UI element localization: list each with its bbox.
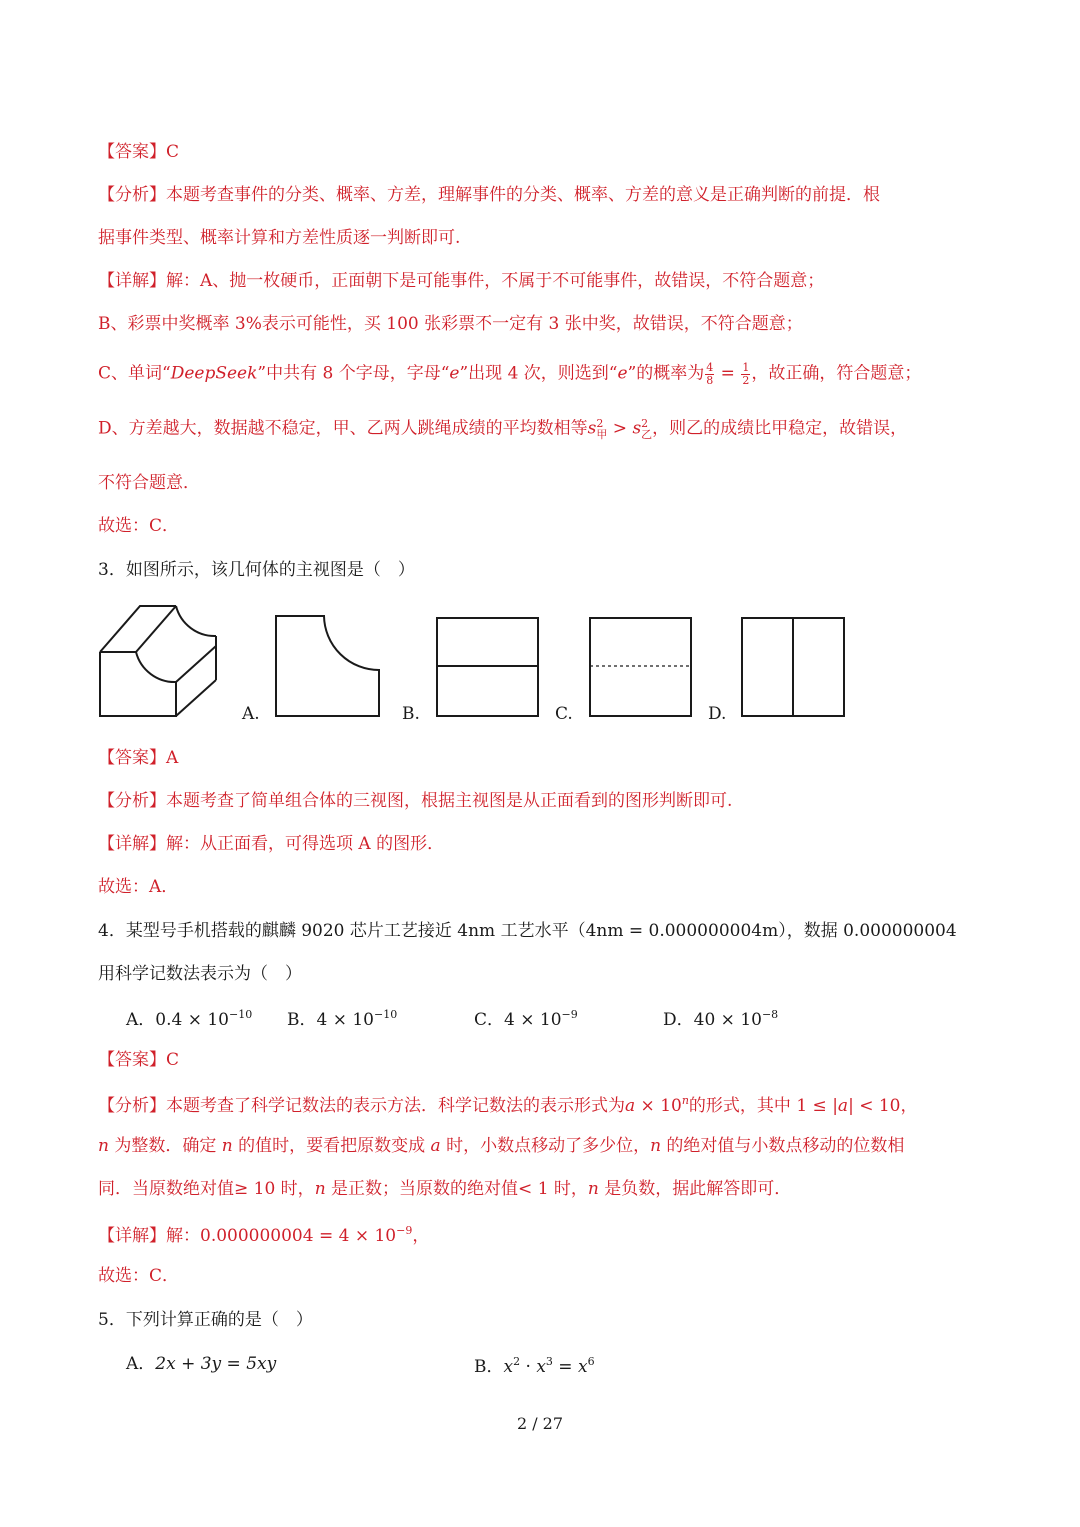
variance-symbol: s [632, 418, 642, 439]
q4-option-a [126, 1009, 252, 1029]
greater-than: > [607, 418, 633, 439]
option-c-figure [590, 618, 691, 716]
q3-answer: 【答案】A [98, 748, 179, 768]
text: D、方差越大，数据越不稳定，甲、乙两人跳绳成绩的平均数相等 [98, 418, 588, 439]
exponent: 3 [545, 1355, 553, 1368]
q3-detail: 【详解】解：从正面看，可得选项 A 的图形． [98, 834, 445, 854]
q4-choose: 故选：C． [98, 1266, 180, 1286]
text: 同．当原数绝对值≥ 10 时， [98, 1179, 315, 1199]
solid-figure [100, 606, 216, 716]
page-number: 2 / 27 [516, 1414, 564, 1433]
variance-index [641, 418, 652, 440]
exponent: 2 [596, 417, 604, 430]
q3-option-b-label: B. [402, 704, 420, 724]
q3-option-d-label: D. [708, 704, 727, 724]
text: B．4 × 10 [287, 1010, 374, 1030]
fraction-1-2 [741, 362, 750, 386]
denominator: 2 [742, 373, 750, 387]
q4-analysis-line2 [98, 1138, 904, 1155]
word-deepseek: DeepSeek [170, 363, 258, 384]
text: C、单词“ [98, 363, 171, 384]
q2-analysis-line2: 据事件类型、概率计算和方差性质逐一判断即可. [98, 228, 461, 248]
q5-stem: 5．下列计算正确的是（ ） [98, 1310, 313, 1330]
text: ”中共有 8 个字母，字母“ [257, 363, 450, 384]
text: D．40 × 10 [663, 1010, 762, 1030]
variable-n: n [587, 1179, 599, 1199]
label: B． [474, 1357, 504, 1377]
text: | < 10， [848, 1096, 918, 1116]
q3-figures [98, 602, 858, 724]
variable-x: x [577, 1357, 588, 1377]
variable-x: x [503, 1357, 514, 1377]
text: A．0.4 × 10 [126, 1010, 229, 1030]
variable-n: n [650, 1136, 662, 1156]
q2-choose: 故选：C． [98, 516, 180, 536]
numerator: 1 [742, 361, 750, 374]
text: 【分析】本题考查了科学记数法的表示方法．科学记数法的表示形式为 [98, 1096, 625, 1116]
q2-detail-line3 [98, 362, 921, 386]
q3-analysis: 【分析】本题考查了简单组合体的三视图，根据主视图是从正面看到的图形判断即可. [98, 791, 733, 811]
option-b-figure [437, 618, 538, 716]
q4-detail [98, 1225, 429, 1245]
option-d-figure [742, 618, 844, 716]
subscript: 乙 [641, 428, 653, 441]
subscript: 甲 [596, 428, 608, 441]
label: A． [126, 1354, 156, 1374]
q4-analysis-line3 [98, 1181, 791, 1198]
text: ， [412, 1226, 430, 1246]
q4-option-c [474, 1009, 578, 1029]
numerator: 4 [706, 361, 714, 374]
text: 的形式，其中 1 ≤ | [688, 1096, 838, 1116]
q2-detail-line5: 不符合题意． [98, 473, 200, 493]
exponent: 6 [587, 1355, 595, 1368]
variable-a: a [625, 1096, 636, 1116]
text: ，则乙的成绩比甲稳定，故错误， [652, 418, 908, 439]
text: ”的概率为 [627, 363, 705, 384]
variance-symbol: s [587, 418, 597, 439]
q3-option-c-label: C. [555, 704, 573, 724]
variable-n: n [98, 1136, 109, 1156]
q4-option-b [287, 1009, 397, 1029]
q2-detail-line1: 【详解】解：A、抛一枚硬币，正面朝下是可能事件，不属于不可能事件，故错误，不符合题意； [98, 271, 825, 291]
exponent: n [681, 1094, 689, 1107]
variable-n: n [221, 1136, 233, 1156]
text: 是正数；当原数的绝对值< 1 时， [325, 1179, 588, 1199]
exponent: 2 [513, 1355, 521, 1368]
expression: 2x + 3y = 5xy [155, 1354, 277, 1374]
text: C．4 × 10 [474, 1010, 562, 1030]
variance-index [596, 418, 607, 440]
text: 【详解】解：0.000000004 = 4 × 10 [98, 1226, 397, 1246]
text: 是负数，据此解答即可． [598, 1179, 792, 1199]
q2-detail-line2: B、彩票中奖概率 3%表示可能性，买 100 张彩票不一定有 3 张中奖，故错误，不符合题意； [98, 314, 803, 334]
q5-option-b [474, 1356, 595, 1376]
q4-option-d [663, 1009, 778, 1029]
q3-stem: 3．如图所示，该几何体的主视图是（ ） [98, 560, 415, 580]
text: 时，小数点移动了多少位， [440, 1136, 651, 1156]
option-a-figure [276, 616, 379, 716]
text: ，故正确，符合题意； [751, 363, 922, 384]
q4-stem-line2: 用科学记数法表示为（ ） [98, 964, 302, 984]
exponent: −10 [229, 1008, 253, 1021]
q3-choose: 故选：A． [98, 877, 179, 897]
q4-answer: 【答案】C [98, 1050, 180, 1070]
fraction-4-8 [705, 362, 714, 386]
exponent: −9 [561, 1008, 578, 1021]
exponent: −8 [761, 1008, 779, 1021]
variable-n: n [314, 1179, 326, 1199]
variable-a: a [430, 1136, 441, 1156]
q5-option-a [126, 1356, 276, 1373]
q3-option-a-label: A. [242, 704, 260, 724]
text: 为整数．确定 [108, 1136, 222, 1156]
letter-e: e [449, 363, 460, 384]
text: ”出现 4 次，则选到“ [459, 363, 618, 384]
dot: · [520, 1357, 537, 1377]
denominator: 8 [706, 373, 714, 387]
q2-detail-line4 [98, 418, 907, 440]
q4-analysis-line1 [98, 1095, 917, 1115]
exponent: −9 [396, 1224, 413, 1237]
variable-a: a [837, 1096, 849, 1116]
exponent: 2 [641, 417, 649, 430]
q2-analysis-line1: 【分析】本题考查事件的分类、概率、方差，理解事件的分类、概率、方差的意义是正确判断的前提．根 [98, 185, 880, 205]
text: 的值时，要看把原数变成 [232, 1136, 431, 1156]
text: 的绝对值与小数点移动的位数相 [661, 1136, 905, 1156]
q4-stem-line1: 4．某型号手机搭载的麒麟 9020 芯片工艺接近 4nm 工艺水平（4nm = 0.000000004m），数据 0.000000004 [98, 921, 957, 941]
exponent: −10 [374, 1008, 398, 1021]
variable-x: x [536, 1357, 546, 1377]
letter-e: e [617, 363, 628, 384]
text: × 10 [635, 1096, 682, 1116]
equals: = [552, 1357, 578, 1377]
equals: = [715, 363, 741, 384]
q2-answer: 【答案】C [98, 142, 180, 162]
